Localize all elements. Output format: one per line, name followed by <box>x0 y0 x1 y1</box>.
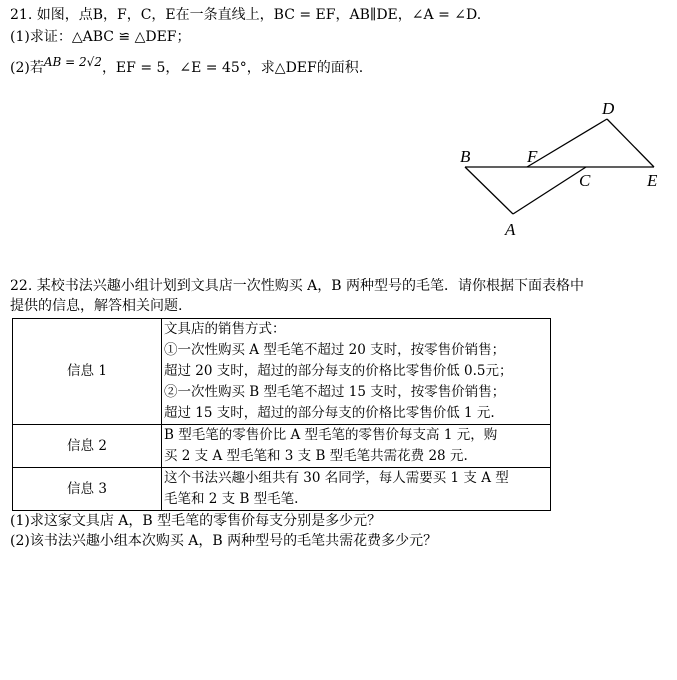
info-1-line: 文具店的销售方式： <box>164 321 286 337</box>
info-3-line: 这个书法兴趣小组共有 30 名同学，每人需要买 1 支 A 型 <box>164 470 509 486</box>
info-1-line: ②一次性购买 B 型毛笔不超过 15 支时，按零售价销售； <box>164 384 506 400</box>
part-2-conditions: ，EF = 5，∠E = 45°，求△DEF的面积. <box>101 60 364 76</box>
question-22-part-1: (1)求这家文具店 A，B 型毛笔的零售价每支分别是多少元？ <box>10 513 382 529</box>
info-3-content <box>162 468 551 511</box>
question-22-statement-cont: 提供的信息，解答相关问题. <box>10 298 183 314</box>
point-f-label: F <box>527 147 538 166</box>
part-2-prefix: (2)若 <box>10 60 44 76</box>
info-2-content <box>162 425 551 468</box>
question-21-part-1: (1)求证：△ABC ≌ △DEF； <box>10 29 191 45</box>
ab-length-expression: AB = 2√2 <box>43 55 102 69</box>
segment-ba <box>465 167 513 214</box>
question-22-statement: 22. 某校书法兴趣小组计划到文具店一次性购买 A，B 两种型号的毛笔．请你根据下面表格中 <box>10 278 585 294</box>
table-row <box>13 425 551 468</box>
table-row <box>13 319 551 425</box>
info-2-label: 信息 2 <box>13 425 162 468</box>
info-3-line: 毛笔和 2 支 B 型毛笔. <box>164 491 299 507</box>
question-22-part-2: (2)该书法兴趣小组本次购买 A，B 两种型号的毛笔共需花费多少元？ <box>10 533 438 549</box>
info-2-line: 买 2 支 A 型毛笔和 3 支 B 型毛笔共需花费 28 元. <box>164 448 468 464</box>
info-2-line: B 型毛笔的零售价比 A 型毛笔的零售价每支高 1 元，购 <box>164 427 498 443</box>
segment-de <box>607 119 654 167</box>
info-1-line: 超过 20 支时，超过的部分每支的价格比零售价低 0.5元； <box>164 363 513 379</box>
question-21-part-2 <box>10 55 364 77</box>
info-1-content <box>162 319 551 425</box>
info-3-label: 信息 3 <box>13 468 162 511</box>
point-d-label: D <box>602 99 615 118</box>
question-21-statement: 21. 如图，点B，F，C，E在一条直线上，BC = EF，AB∥DE，∠A = ∠D. <box>10 7 482 23</box>
info-table <box>12 318 551 511</box>
point-c-label: C <box>579 171 591 190</box>
info-1-line: 超过 15 支时，超过的部分每支的价格比零售价低 1 元. <box>164 405 495 421</box>
point-a-label: A <box>505 220 516 239</box>
segment-fd <box>527 119 607 167</box>
info-1-label: 信息 1 <box>13 319 162 425</box>
segment-ac <box>513 167 586 214</box>
point-e-label: E <box>647 171 658 190</box>
table-row <box>13 468 551 511</box>
point-b-label: B <box>460 147 471 166</box>
info-1-line: ①一次性购买 A 型毛笔不超过 20 支时，按零售价销售； <box>164 342 506 358</box>
geometry-figure <box>455 92 665 242</box>
